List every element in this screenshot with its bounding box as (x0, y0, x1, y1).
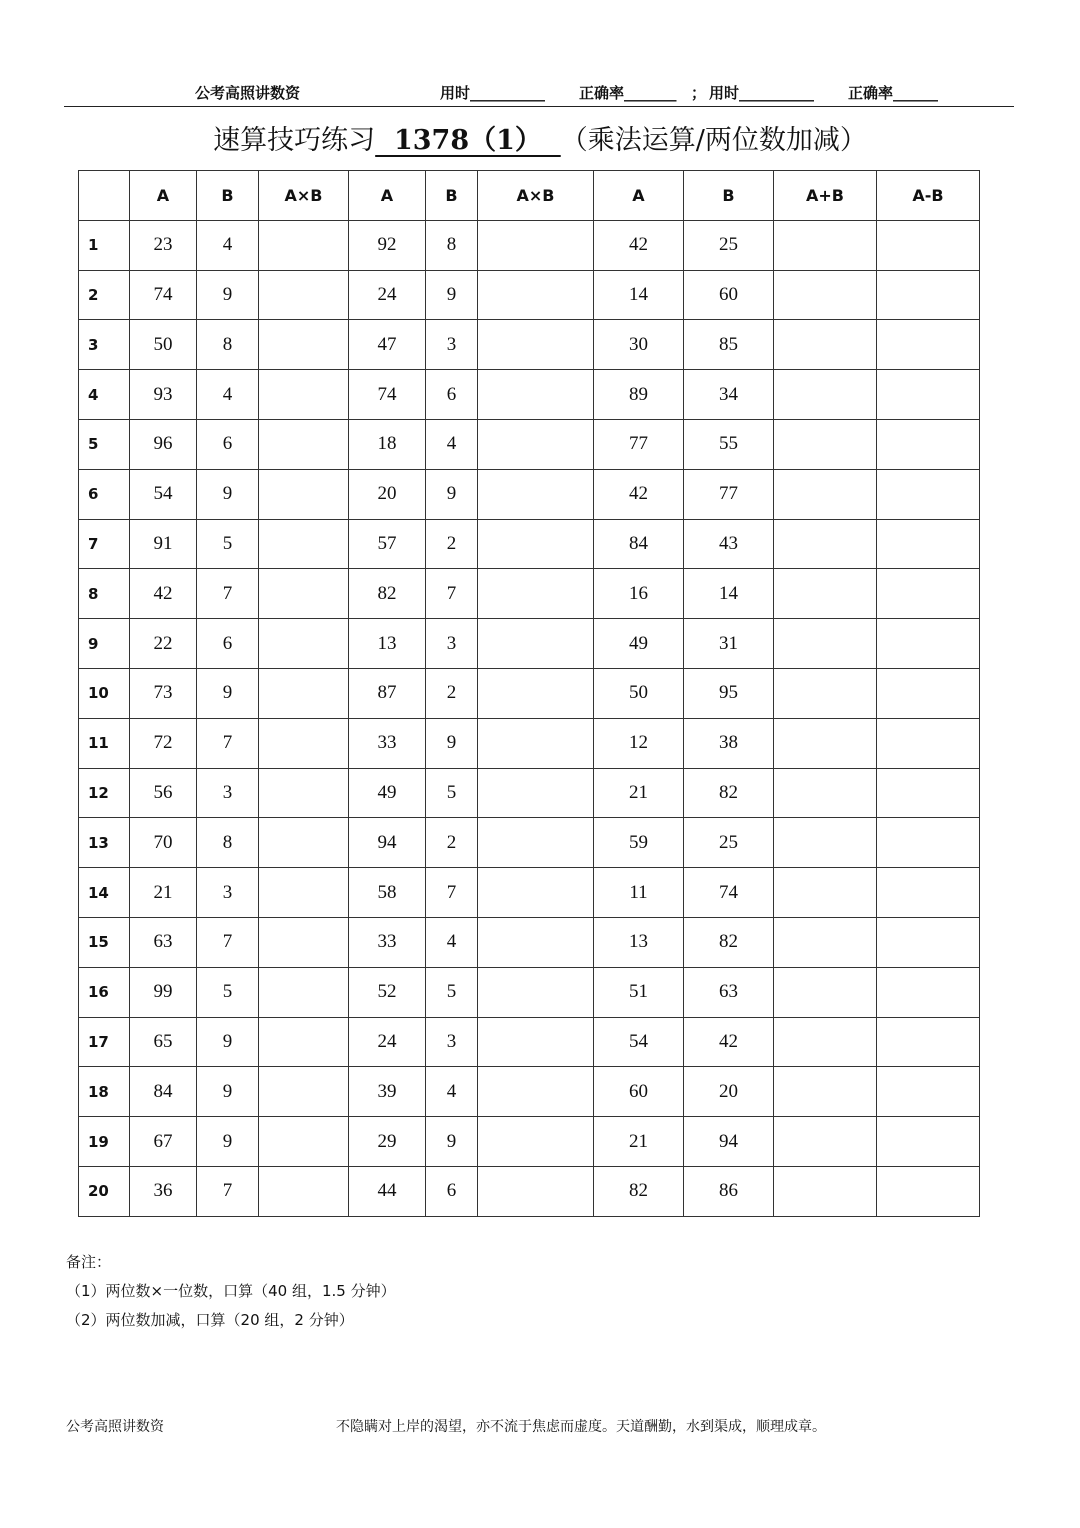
table-row (79, 220, 980, 270)
operand-cell: 4 (426, 1067, 478, 1117)
answer-cell[interactable] (259, 668, 349, 718)
answer-cell[interactable] (774, 917, 877, 967)
operand-cell: 9 (197, 1067, 259, 1117)
operand-cell: 9 (426, 718, 478, 768)
answer-cell[interactable] (774, 967, 877, 1017)
operand-cell: 7 (197, 1166, 259, 1216)
operand-cell: 11 (594, 868, 684, 918)
table-row (79, 619, 980, 669)
row-number: 14 (79, 868, 130, 918)
column-header: A×B (259, 171, 349, 221)
operand-cell: 12 (594, 718, 684, 768)
table-row (79, 917, 980, 967)
column-header: B (684, 171, 774, 221)
operand-cell: 13 (349, 619, 426, 669)
column-header: B (197, 171, 259, 221)
row-number: 13 (79, 818, 130, 868)
operand-cell: 4 (197, 220, 259, 270)
operand-cell: 82 (349, 569, 426, 619)
column-header: A×B (478, 171, 594, 221)
table-row (79, 419, 980, 469)
answer-cell[interactable] (259, 818, 349, 868)
operand-cell: 85 (684, 320, 774, 370)
operand-cell: 24 (349, 270, 426, 320)
answer-cell[interactable] (478, 768, 594, 818)
answer-cell[interactable] (877, 1117, 980, 1167)
column-header (79, 171, 130, 221)
operand-cell: 43 (684, 519, 774, 569)
operand-cell: 9 (197, 1117, 259, 1167)
row-number: 18 (79, 1067, 130, 1117)
operand-cell: 9 (426, 469, 478, 519)
answer-cell[interactable] (774, 419, 877, 469)
row-number: 10 (79, 668, 130, 718)
answer-cell[interactable] (478, 320, 594, 370)
operand-cell: 49 (594, 619, 684, 669)
answer-cell[interactable] (774, 569, 877, 619)
page-title (0, 118, 1080, 157)
answer-cell[interactable] (877, 718, 980, 768)
answer-cell[interactable] (774, 220, 877, 270)
row-number: 4 (79, 370, 130, 420)
answer-cell[interactable] (259, 1017, 349, 1067)
answer-cell[interactable] (877, 868, 980, 918)
operand-cell: 49 (349, 768, 426, 818)
row-number: 17 (79, 1017, 130, 1067)
header-brand: 公考高照讲数资 (195, 84, 301, 102)
operand-cell: 82 (684, 917, 774, 967)
table-row (79, 668, 980, 718)
answer-cell[interactable] (259, 1067, 349, 1117)
table-row (79, 270, 980, 320)
row-number: 16 (79, 967, 130, 1017)
operand-cell: 72 (130, 718, 197, 768)
answer-cell[interactable] (478, 619, 594, 669)
column-header: B (426, 171, 478, 221)
answer-cell[interactable] (877, 519, 980, 569)
answer-cell[interactable] (877, 469, 980, 519)
answer-cell[interactable] (259, 419, 349, 469)
answer-cell[interactable] (774, 1017, 877, 1067)
table-row (79, 768, 980, 818)
operand-cell: 77 (684, 469, 774, 519)
operand-cell: 4 (197, 370, 259, 420)
operand-cell: 59 (594, 818, 684, 868)
answer-cell[interactable] (877, 768, 980, 818)
operand-cell: 93 (130, 370, 197, 420)
operand-cell: 56 (130, 768, 197, 818)
operand-cell: 6 (197, 619, 259, 669)
operand-cell: 63 (684, 967, 774, 1017)
operand-cell: 65 (130, 1017, 197, 1067)
operand-cell: 9 (197, 1017, 259, 1067)
operand-cell: 58 (349, 868, 426, 918)
operand-cell: 8 (426, 220, 478, 270)
answer-cell[interactable] (877, 370, 980, 420)
answer-cell[interactable] (259, 868, 349, 918)
operand-cell: 16 (594, 569, 684, 619)
operand-cell: 54 (594, 1017, 684, 1067)
operand-cell: 70 (130, 818, 197, 868)
row-number: 20 (79, 1166, 130, 1216)
answer-cell[interactable] (478, 270, 594, 320)
operand-cell: 95 (684, 668, 774, 718)
answer-cell[interactable] (478, 868, 594, 918)
operand-cell: 6 (197, 419, 259, 469)
operand-cell: 18 (349, 419, 426, 469)
operand-cell: 4 (426, 419, 478, 469)
operand-cell: 87 (349, 668, 426, 718)
answer-cell[interactable] (877, 917, 980, 967)
answer-cell[interactable] (774, 519, 877, 569)
operand-cell: 33 (349, 917, 426, 967)
answer-cell[interactable] (877, 619, 980, 669)
operand-cell: 52 (349, 967, 426, 1017)
table-body (79, 220, 980, 1216)
table-row (79, 967, 980, 1017)
answer-cell[interactable] (478, 967, 594, 1017)
operand-cell: 7 (197, 569, 259, 619)
table-row (79, 718, 980, 768)
operand-cell: 47 (349, 320, 426, 370)
answer-cell[interactable] (259, 220, 349, 270)
operand-cell: 23 (130, 220, 197, 270)
table-row (79, 469, 980, 519)
answer-cell[interactable] (478, 818, 594, 868)
header-separator: ； (691, 84, 707, 102)
operand-cell: 7 (197, 718, 259, 768)
answer-cell[interactable] (478, 220, 594, 270)
operand-cell: 3 (197, 868, 259, 918)
operand-cell: 21 (594, 768, 684, 818)
answer-cell[interactable] (259, 320, 349, 370)
operand-cell: 96 (130, 419, 197, 469)
operand-cell: 84 (594, 519, 684, 569)
operand-cell: 7 (426, 569, 478, 619)
answer-cell[interactable] (259, 768, 349, 818)
operand-cell: 5 (426, 967, 478, 1017)
operand-cell: 9 (426, 1117, 478, 1167)
notes-heading: 备注： (66, 1253, 112, 1271)
answer-cell[interactable] (877, 220, 980, 270)
operand-cell: 7 (426, 868, 478, 918)
table-header-row (79, 171, 980, 221)
operand-cell: 22 (130, 619, 197, 669)
row-number: 11 (79, 718, 130, 768)
answer-cell[interactable] (478, 1017, 594, 1067)
answer-cell[interactable] (478, 1166, 594, 1216)
answer-cell[interactable] (259, 917, 349, 967)
row-number: 1 (79, 220, 130, 270)
operand-cell: 42 (130, 569, 197, 619)
answer-cell[interactable] (877, 818, 980, 868)
table-row (79, 868, 980, 918)
operand-cell: 60 (594, 1067, 684, 1117)
answer-cell[interactable] (774, 718, 877, 768)
operand-cell: 25 (684, 220, 774, 270)
operand-cell: 8 (197, 818, 259, 868)
column-header: A-B (877, 171, 980, 221)
operand-cell: 44 (349, 1166, 426, 1216)
operand-cell: 14 (594, 270, 684, 320)
answer-cell[interactable] (259, 519, 349, 569)
table-row (79, 569, 980, 619)
operand-cell: 42 (594, 469, 684, 519)
operand-cell: 34 (684, 370, 774, 420)
operand-cell: 82 (684, 768, 774, 818)
row-number: 9 (79, 619, 130, 669)
answer-cell[interactable] (478, 1117, 594, 1167)
operand-cell: 82 (594, 1166, 684, 1216)
footer-brand: 公考高照讲数资 (66, 1419, 164, 1435)
operand-cell: 5 (197, 519, 259, 569)
operand-cell: 8 (197, 320, 259, 370)
operand-cell: 57 (349, 519, 426, 569)
answer-cell[interactable] (774, 619, 877, 669)
operand-cell: 20 (684, 1067, 774, 1117)
row-number: 6 (79, 469, 130, 519)
operand-cell: 92 (349, 220, 426, 270)
answer-cell[interactable] (877, 320, 980, 370)
row-number: 3 (79, 320, 130, 370)
answer-cell[interactable] (877, 569, 980, 619)
page-header (64, 80, 1014, 107)
operand-cell: 89 (594, 370, 684, 420)
answer-cell[interactable] (774, 868, 877, 918)
operand-cell: 55 (684, 419, 774, 469)
answer-cell[interactable] (877, 1017, 980, 1067)
answer-cell[interactable] (259, 569, 349, 619)
operand-cell: 2 (426, 668, 478, 718)
note-line-2: （2）两位数加减，口算（20 组，2 分钟） (66, 1311, 354, 1329)
note-line-1: （1）两位数×一位数，口算（40 组，1.5 分钟） (66, 1282, 396, 1300)
operand-cell: 42 (594, 220, 684, 270)
column-header: A (594, 171, 684, 221)
row-number: 8 (79, 569, 130, 619)
operand-cell: 3 (197, 768, 259, 818)
answer-cell[interactable] (259, 967, 349, 1017)
operand-cell: 2 (426, 818, 478, 868)
operand-cell: 60 (684, 270, 774, 320)
operand-cell: 91 (130, 519, 197, 569)
answer-cell[interactable] (774, 1117, 877, 1167)
operand-cell: 30 (594, 320, 684, 370)
answer-cell[interactable] (478, 519, 594, 569)
row-number: 7 (79, 519, 130, 569)
operand-cell: 9 (197, 469, 259, 519)
operand-cell: 42 (684, 1017, 774, 1067)
answer-cell[interactable] (259, 469, 349, 519)
header-accuracy-field-1: 正确率_______ (579, 84, 677, 102)
title-prefix: 速算技巧练习 (213, 125, 376, 156)
answer-cell[interactable] (259, 619, 349, 669)
operand-cell: 54 (130, 469, 197, 519)
answer-cell[interactable] (259, 370, 349, 420)
operand-cell: 9 (197, 668, 259, 718)
answer-cell[interactable] (774, 818, 877, 868)
operand-cell: 3 (426, 1017, 478, 1067)
answer-cell[interactable] (259, 270, 349, 320)
row-number: 19 (79, 1117, 130, 1167)
answer-cell[interactable] (259, 718, 349, 768)
answer-cell[interactable] (478, 569, 594, 619)
operand-cell: 39 (349, 1067, 426, 1117)
operand-cell: 29 (349, 1117, 426, 1167)
answer-cell[interactable] (877, 270, 980, 320)
column-header: A (349, 171, 426, 221)
answer-cell[interactable] (259, 1117, 349, 1167)
table-row (79, 1117, 980, 1167)
operand-cell: 74 (349, 370, 426, 420)
operand-cell: 9 (197, 270, 259, 320)
column-header: A+B (774, 171, 877, 221)
operand-cell: 73 (130, 668, 197, 718)
operand-cell: 31 (684, 619, 774, 669)
answer-cell[interactable] (877, 668, 980, 718)
header-time-field-2: 用时__________ (709, 84, 815, 102)
answer-cell[interactable] (774, 1166, 877, 1216)
operand-cell: 77 (594, 419, 684, 469)
operand-cell: 9 (426, 270, 478, 320)
operand-cell: 5 (426, 768, 478, 818)
answer-cell[interactable] (478, 668, 594, 718)
answer-cell[interactable] (774, 320, 877, 370)
answer-cell[interactable] (478, 718, 594, 768)
row-number: 2 (79, 270, 130, 320)
operand-cell: 20 (349, 469, 426, 519)
answer-cell[interactable] (478, 469, 594, 519)
answer-cell[interactable] (877, 967, 980, 1017)
operand-cell: 14 (684, 569, 774, 619)
answer-cell[interactable] (877, 1067, 980, 1117)
table-row (79, 370, 980, 420)
header-accuracy-field-2: 正确率______ (848, 84, 939, 102)
practice-table (78, 170, 980, 1217)
operand-cell: 84 (130, 1067, 197, 1117)
table-row (79, 1166, 980, 1216)
column-header: A (130, 171, 197, 221)
operand-cell: 6 (426, 370, 478, 420)
answer-cell[interactable] (478, 1067, 594, 1117)
answer-cell[interactable] (478, 419, 594, 469)
answer-cell[interactable] (877, 419, 980, 469)
operand-cell: 5 (197, 967, 259, 1017)
answer-cell[interactable] (774, 668, 877, 718)
table-row (79, 1067, 980, 1117)
title-code: 1378（1） (375, 125, 561, 156)
operand-cell: 24 (349, 1017, 426, 1067)
answer-cell[interactable] (478, 917, 594, 967)
operand-cell: 3 (426, 619, 478, 669)
operand-cell: 13 (594, 917, 684, 967)
row-number: 15 (79, 917, 130, 967)
operand-cell: 33 (349, 718, 426, 768)
header-time-field-1: 用时__________ (440, 84, 546, 102)
operand-cell: 74 (130, 270, 197, 320)
operand-cell: 7 (197, 917, 259, 967)
notes-section (66, 1248, 396, 1335)
operand-cell: 50 (130, 320, 197, 370)
answer-cell[interactable] (774, 370, 877, 420)
title-suffix: （乘法运算/两位数加减） (560, 125, 867, 156)
operand-cell: 2 (426, 519, 478, 569)
operand-cell: 25 (684, 818, 774, 868)
operand-cell: 36 (130, 1166, 197, 1216)
operand-cell: 94 (349, 818, 426, 868)
table-row (79, 320, 980, 370)
operand-cell: 94 (684, 1117, 774, 1167)
table-row (79, 1017, 980, 1067)
answer-cell[interactable] (774, 469, 877, 519)
row-number: 5 (79, 419, 130, 469)
operand-cell: 6 (426, 1166, 478, 1216)
footer-motto: 不隐瞒对上岸的渴望，亦不流于焦虑而虚度。天道酬勤，水到渠成，顺理成章。 (336, 1419, 826, 1435)
answer-cell[interactable] (774, 1067, 877, 1117)
answer-cell[interactable] (774, 270, 877, 320)
operand-cell: 4 (426, 917, 478, 967)
operand-cell: 67 (130, 1117, 197, 1167)
answer-cell[interactable] (774, 768, 877, 818)
operand-cell: 50 (594, 668, 684, 718)
operand-cell: 99 (130, 967, 197, 1017)
operand-cell: 51 (594, 967, 684, 1017)
answer-cell[interactable] (877, 1166, 980, 1216)
operand-cell: 3 (426, 320, 478, 370)
operand-cell: 21 (594, 1117, 684, 1167)
row-number: 12 (79, 768, 130, 818)
table-row (79, 818, 980, 868)
operand-cell: 86 (684, 1166, 774, 1216)
table-row (79, 519, 980, 569)
operand-cell: 21 (130, 868, 197, 918)
operand-cell: 63 (130, 917, 197, 967)
operand-cell: 74 (684, 868, 774, 918)
answer-cell[interactable] (259, 1166, 349, 1216)
answer-cell[interactable] (478, 370, 594, 420)
operand-cell: 38 (684, 718, 774, 768)
